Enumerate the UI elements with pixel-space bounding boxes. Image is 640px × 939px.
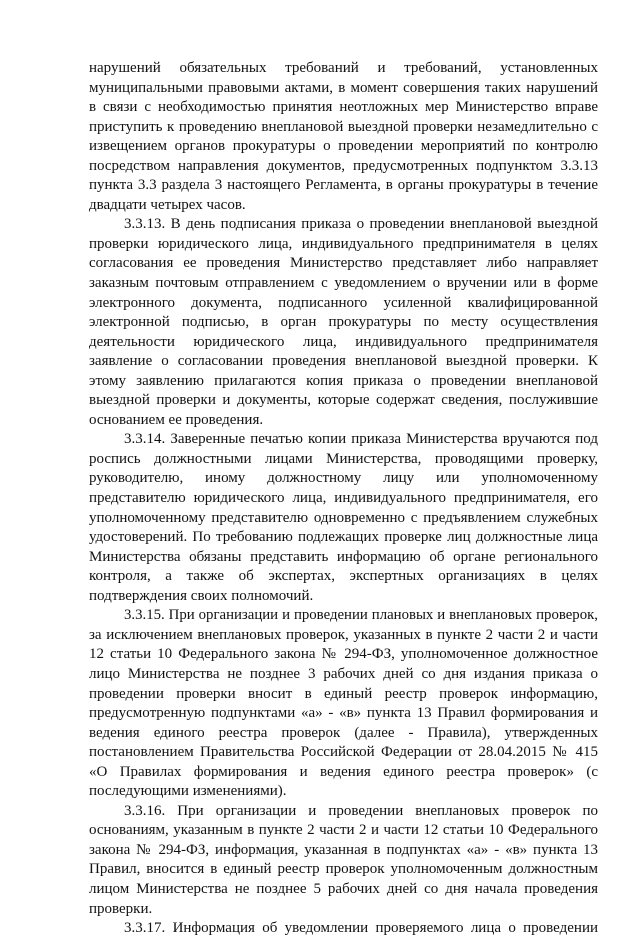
text-line: лицом Министерства не позднее 5 рабочих дней со дня начала проведения xyxy=(89,880,598,897)
text-line: электронного документа, подписанного усиленной квалифицированной xyxy=(89,294,598,311)
text-line: представителю юридического лица, индивидуального предпринимателя, его xyxy=(89,490,598,507)
text-line: в связи с необходимостью принятия неотложных мер Министерство вправе xyxy=(89,99,598,116)
paragraph-3-3-14-start: 3.3.14. Заверенные печатью копии приказа Министерства вручаются под xyxy=(124,431,598,448)
text-line: руководителю, иному должностному лицу или уполномоченному xyxy=(89,470,598,487)
text-line: выездной проверки и документы, которые содержат сведения, послужившие xyxy=(89,392,598,409)
text-line: Министерства обязаны представить информацию об органе регионального xyxy=(89,548,598,565)
text-line: деятельности юридического лица, индивидуального предпринимателя xyxy=(89,333,598,350)
text-line: посредством направления документов, предусмотренных подпунктом 3.3.13 xyxy=(89,157,598,174)
text-line: удостоверений. По требованию подлежащих проверке лиц должностные лица xyxy=(89,529,598,546)
text-line: 12 статьи 10 Федерального закона № 294-ФЗ, уполномоченное должностное xyxy=(89,646,598,663)
text-line: проверки юридического лица, индивидуального предпринимателя в целях xyxy=(89,235,598,252)
document-body xyxy=(89,59,598,939)
text-line: последующими изменениями). xyxy=(89,783,287,800)
text-line: контроля, а также об экспертах, экспертных организациях в целях xyxy=(89,568,598,585)
text-line: проведении проверки вносит в единый реестр проверок информацию, xyxy=(89,685,598,702)
text-line: ведения единого реестра проверок (далее - Правила), утвержденных xyxy=(89,724,598,741)
text-line: уполномоченному представителю одновременно с предъявлением служебных xyxy=(89,509,598,526)
text-line: извещением органов прокуратуры о проведении мероприятий по контролю xyxy=(89,138,598,155)
text-line: закона № 294-ФЗ, информация, указанная в подпунктах «а» - «в» пункта 13 xyxy=(89,841,598,858)
paragraph-3-3-13-start: 3.3.13. В день подписания приказа о проведении внеплановой выездной xyxy=(124,216,598,233)
text-line: двадцати четырех часов. xyxy=(89,196,246,213)
text-line: приступить к проведению внеплановой выездной проверки незамедлительно с xyxy=(89,118,598,135)
text-line: этому заявлению прилагаются копия приказа о проведении внеплановой xyxy=(89,372,598,389)
paragraph-3-3-15-start: 3.3.15. При организации и проведении плановых и внеплановых проверок, xyxy=(124,607,598,624)
text-line: основанием ее проведения. xyxy=(89,411,264,428)
text-line: лицо Министерства не позднее 3 рабочих дней со дня издания приказа о xyxy=(89,665,598,682)
text-line: нарушений обязательных требований и требований, установленных xyxy=(89,60,598,76)
text-line: согласования ее проведения Министерство представляет либо направляет xyxy=(89,255,598,272)
text-line: пункта 3.3 раздела 3 настоящего Регламента, в органы прокуратуры в течение xyxy=(89,177,598,194)
text-line: заказным почтовым отправлением с уведомлением о вручении или в форме xyxy=(89,275,598,292)
paragraph-3-3-16-start: 3.3.16. При организации и проведении внеплановых проверок по xyxy=(124,802,598,819)
text-line: роспись должностными лицами Министерства, проводящими проверку, xyxy=(89,450,598,467)
text-line: проверки. xyxy=(89,900,153,917)
text-line: «О Правилах формирования и ведения единого реестра проверок» (с xyxy=(89,763,598,780)
paragraph-3-3-17-start: 3.3.17. Информация об уведомлении проверяемого лица о проведении xyxy=(124,920,598,937)
text-line: Правил, вносится в единый реестр проверок уполномоченным должностным xyxy=(89,861,598,878)
text-line: предусмотренную подпунктами «а» - «в» пункта 13 Правил формирования и xyxy=(89,705,598,722)
text-line: основаниям, указанным в пункте 2 части 2 и части 12 статьи 10 Федерального xyxy=(89,822,598,839)
text-line: постановлением Правительства Российской Федерации от 28.04.2015 № 415 xyxy=(89,744,598,761)
text-line: заявление о согласовании проведения внеплановой выездной проверки. К xyxy=(89,353,598,370)
text-line: подтверждения своих полномочий. xyxy=(89,587,314,604)
text-line: электронной подписью, в орган прокуратуры по месту осуществления xyxy=(89,314,598,331)
text-line: за исключением внеплановых проверок, указанных в пункте 2 части 2 и части xyxy=(89,626,598,643)
text-line: муниципальными правовыми актами, в момент совершения таких нарушений xyxy=(89,79,598,96)
